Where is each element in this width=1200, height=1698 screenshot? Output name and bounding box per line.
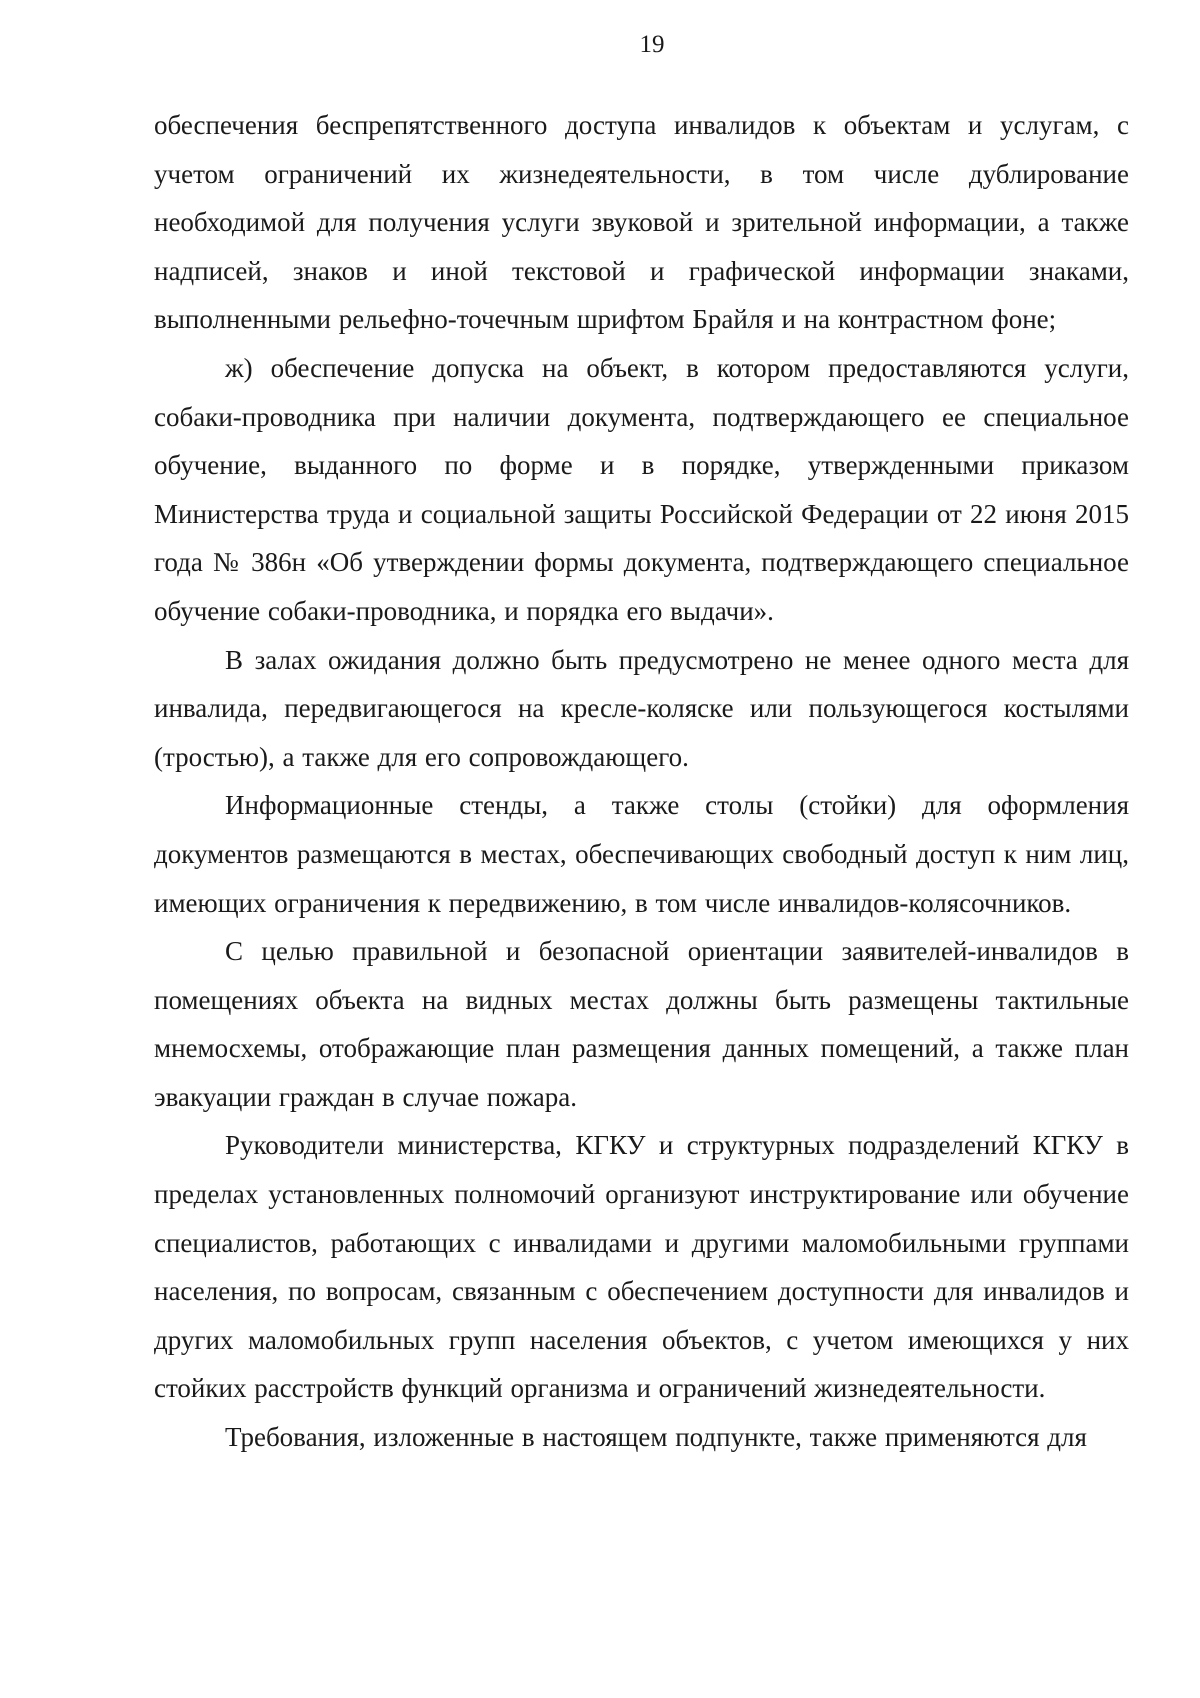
paragraph-requirements: Требования, изложенные в настоящем подпункте, также применяются для <box>225 1422 1087 1453</box>
paragraph-waiting-rooms: В залах ожидания должно быть предусмотрено не менее одного места для инвалида, передвигающегося на кресле-коляске или пользующегося костылями (тростью), а также для его сопровождающего. <box>154 644 1129 772</box>
paragraph-info-stands: Информационные стенды, а также столы (стойки) для оформления документов размещаются в местах, обеспечивающих свободный доступ к ним лиц, имеющих ограничения к передвижению, в том числе инвалидов-колясочников. <box>154 790 1129 918</box>
paragraph-guide-dog: ж) обеспечение допуска на объект, в котором предоставляются услуги, собаки-проводника при наличии документа, подтверждающего ее специальное обучение, выданного по форме и в порядке, утвержденными приказом Министерства труда и социальной защиты Российской Федерации от 22 июня 2015 года № 386н «Об утверждении формы документа, подтверждающего специальное обучение собаки-проводника, и порядка его выдачи». <box>154 352 1129 626</box>
paragraph-continued: обеспечения беспрепятственного доступа инвалидов к объектам и услугам, с учетом ограничений их жизнедеятельности, в том числе дублирование необходимой для получения услуги звуковой и зрительной информации, а также надписей, знаков и иной текстовой и графической информации знаками, выполненными рельефно-точечным шрифтом Брайля и на контрастном фоне; <box>154 110 1129 335</box>
page-number: 19 <box>639 31 665 58</box>
paragraph-staff-training: Руководители министерства, КГКУ и структурных подразделений КГКУ в пределах установленных полномочий организуют инструктирование или обучение специалистов, работающих с инвалидами и другими маломобильными группами населения, по вопросам, связанным с обеспечением доступности для инвалидов и других маломобильных групп населения объектов, с учетом имеющихся у них стойких расстройств функций организма и ограничений жизнедеятельности. <box>154 1130 1129 1404</box>
document-body <box>154 101 1129 1462</box>
paragraph-tactile-schemes: С целью правильной и безопасной ориентации заявителей-инвалидов в помещениях объекта на видных местах должны быть размещены тактильные мнемосхемы, отображающие план размещения данных помещений, а также план эвакуации граждан в случае пожара. <box>154 936 1129 1112</box>
